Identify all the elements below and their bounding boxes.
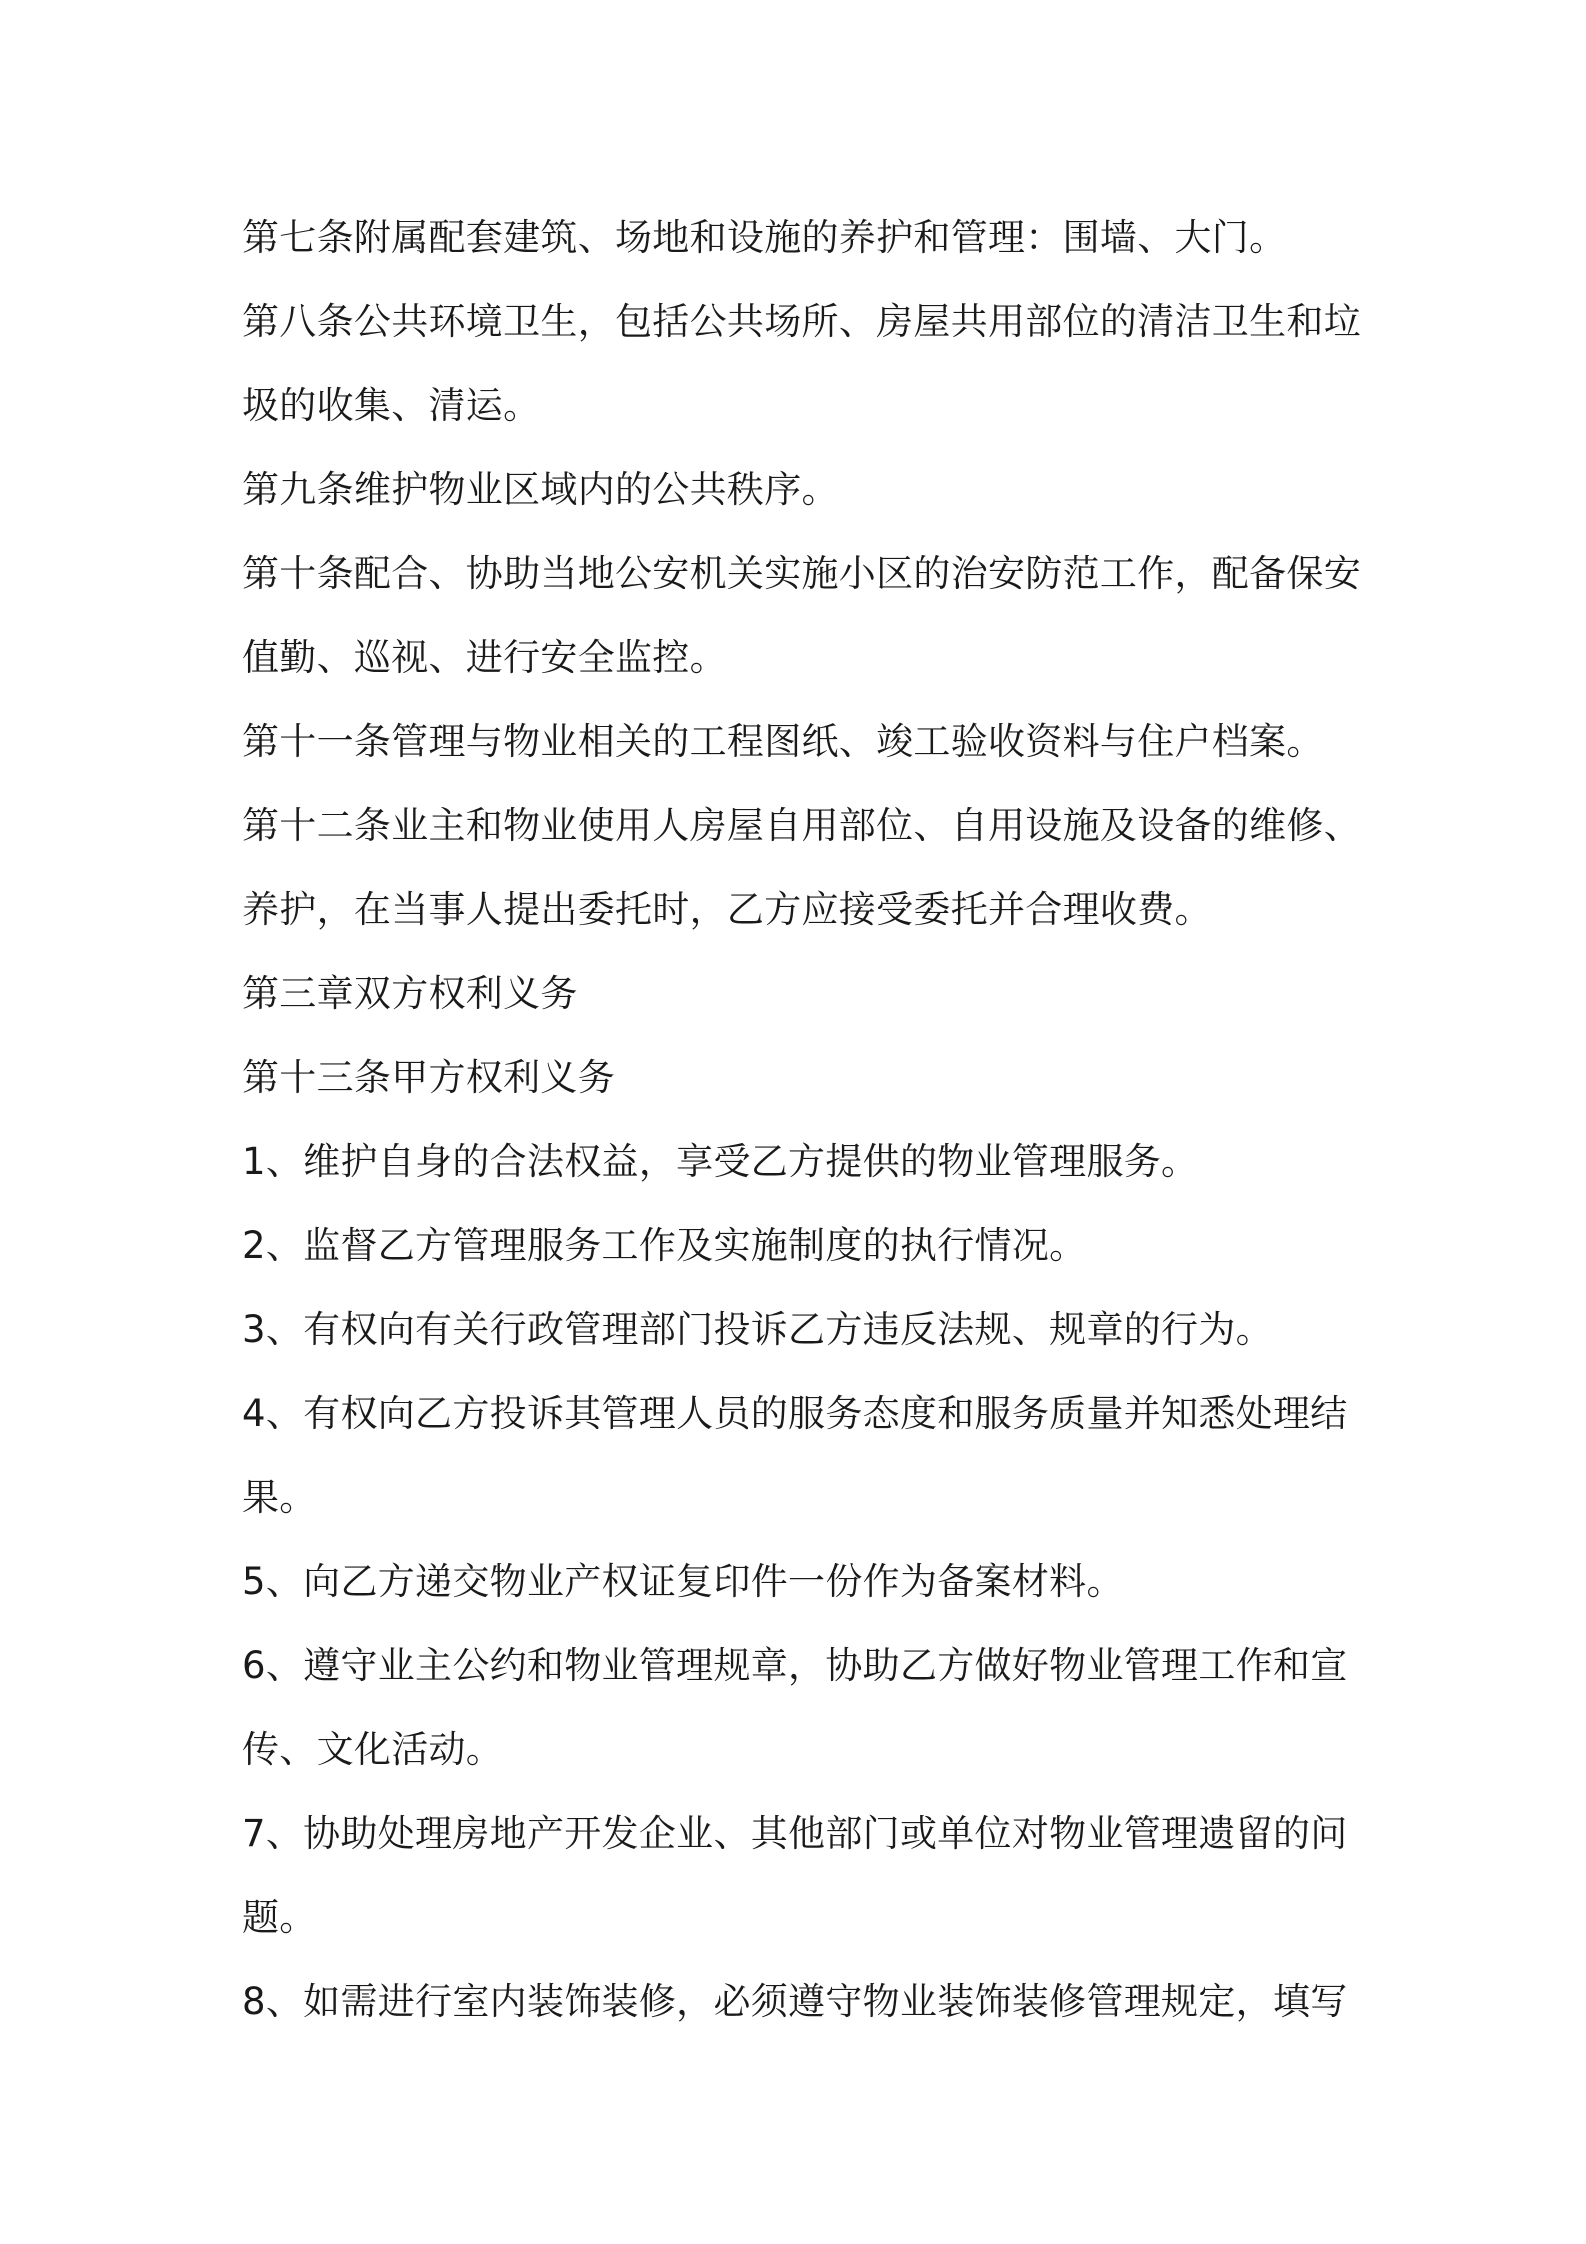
- chapter-3-heading: 第三章双方权利义务: [242, 972, 578, 1015]
- article-10-line-2: 值勤、巡视、进行安全监控。: [242, 636, 727, 679]
- article-11-line: 第十一条管理与物业相关的工程图纸、竣工验收资料与住户档案。: [242, 720, 1324, 763]
- list-item-7-line-1: 7、协助处理房地产开发企业、其他部门或单位对物业管理遗留的问: [242, 1812, 1348, 1855]
- article-9-line: 第九条维护物业区域内的公共秩序。: [242, 468, 839, 511]
- list-item-6-line-1: 6、遵守业主公约和物业管理规章，协助乙方做好物业管理工作和宣: [242, 1644, 1348, 1687]
- article-10-line-1: 第十条配合、协助当地公安机关实施小区的治安防范工作，配备保安: [242, 552, 1361, 595]
- list-item-3: 3、有权向有关行政管理部门投诉乙方违反法规、规章的行为。: [242, 1308, 1273, 1351]
- list-item-7-line-2: 题。: [242, 1896, 317, 1939]
- article-12-line-1: 第十二条业主和物业使用人房屋自用部位、自用设施及设备的维修、: [242, 804, 1361, 847]
- article-8-line-2: 圾的收集、清运。: [242, 384, 541, 427]
- article-13-heading: 第十三条甲方权利义务: [242, 1056, 615, 1099]
- list-item-1: 1、维护自身的合法权益，享受乙方提供的物业管理服务。: [242, 1140, 1199, 1183]
- list-item-6-line-2: 传、文化活动。: [242, 1728, 504, 1771]
- article-12-line-2: 养护，在当事人提出委托时，乙方应接受委托并合理收费。: [242, 888, 1212, 931]
- list-item-4-line-1: 4、有权向乙方投诉其管理人员的服务态度和服务质量并知悉处理结: [242, 1392, 1348, 1435]
- list-item-5: 5、向乙方递交物业产权证复印件一份作为备案材料。: [242, 1560, 1124, 1603]
- article-8-line-1: 第八条公共环境卫生，包括公共场所、房屋共用部位的清洁卫生和垃: [242, 300, 1361, 343]
- article-7-line: 第七条附属配套建筑、场地和设施的养护和管理：围墙、大门。: [242, 216, 1287, 259]
- list-item-8-line-1: 8、如需进行室内装饰装修，必须遵守物业装饰装修管理规定，填写: [242, 1980, 1348, 2023]
- list-item-4-line-2: 果。: [242, 1476, 317, 1519]
- document-body: [242, 196, 1362, 2044]
- list-item-2: 2、监督乙方管理服务工作及实施制度的执行情况。: [242, 1224, 1087, 1267]
